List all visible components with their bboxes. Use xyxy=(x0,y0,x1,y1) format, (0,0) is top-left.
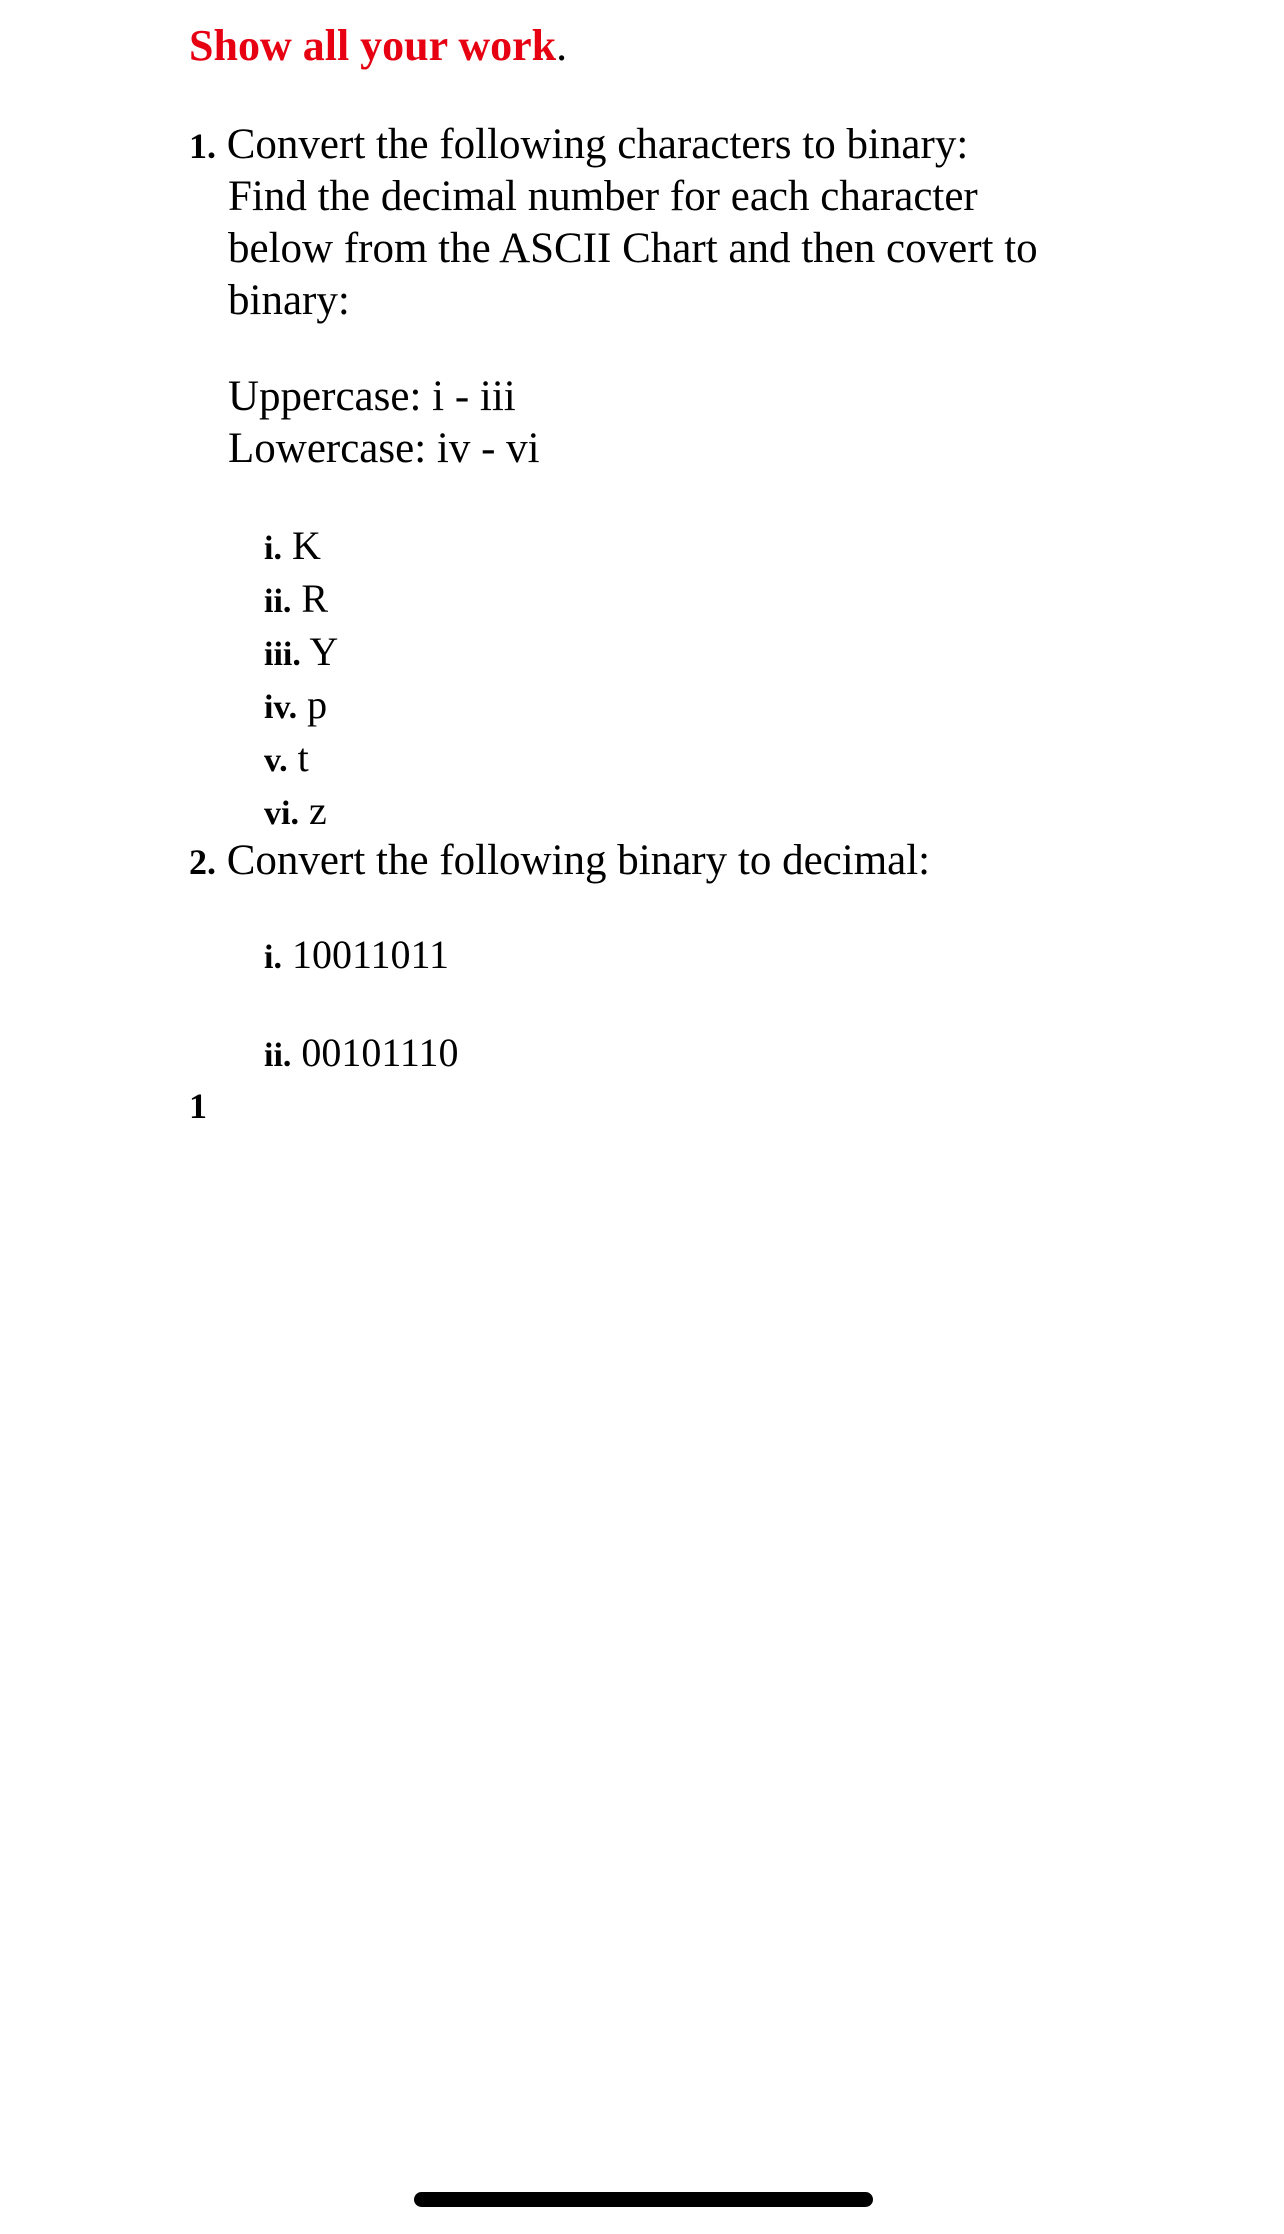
home-indicator-bar[interactable] xyxy=(414,2192,873,2207)
item-value: t xyxy=(297,735,309,780)
question-1-text-line-4: binary: xyxy=(228,277,350,324)
item-value: z xyxy=(308,788,327,833)
item-label: i. xyxy=(264,939,282,976)
question-1-item xyxy=(264,626,338,681)
question-1-text-line-1: Convert the following characters to binary: xyxy=(226,121,969,168)
instruction-period: . xyxy=(556,21,568,70)
question-2-number: 2. xyxy=(189,842,216,882)
item-label: v. xyxy=(264,742,288,779)
item-label: iv. xyxy=(264,689,298,726)
question-1-text-line-3: below from the ASCII Chart and then covert to xyxy=(228,225,1038,272)
question-2-item xyxy=(264,1027,458,1082)
question-1-number: 1. xyxy=(189,126,216,166)
question-1-item xyxy=(264,679,327,734)
question-1-item xyxy=(264,520,321,575)
question-1-item xyxy=(264,785,327,840)
item-value: 00101110 xyxy=(301,1030,459,1075)
page-number: 1 xyxy=(189,1086,207,1126)
item-label: vi. xyxy=(264,795,299,832)
instruction-text: Show all your work xyxy=(189,21,557,70)
item-label: ii. xyxy=(264,1037,292,1074)
lowercase-note: Lowercase: iv - vi xyxy=(228,425,540,472)
item-value: 10011011 xyxy=(291,932,449,977)
item-value: p xyxy=(307,682,328,727)
instruction-heading xyxy=(189,16,567,76)
item-value: Y xyxy=(309,629,339,674)
question-1-text-line-2: Find the decimal number for each character xyxy=(228,173,978,220)
item-label: i. xyxy=(264,530,282,567)
item-value: K xyxy=(291,523,321,568)
uppercase-note: Uppercase: i - iii xyxy=(228,373,516,420)
question-2-text: Convert the following binary to decimal: xyxy=(226,837,931,884)
question-1-item xyxy=(264,573,328,628)
item-label: ii. xyxy=(264,583,292,620)
question-2-line xyxy=(189,835,930,888)
question-2-item xyxy=(264,929,449,984)
item-value: R xyxy=(301,576,329,621)
question-1-item xyxy=(264,732,309,787)
item-label: iii. xyxy=(264,636,301,673)
question-1-line-1 xyxy=(189,119,968,172)
